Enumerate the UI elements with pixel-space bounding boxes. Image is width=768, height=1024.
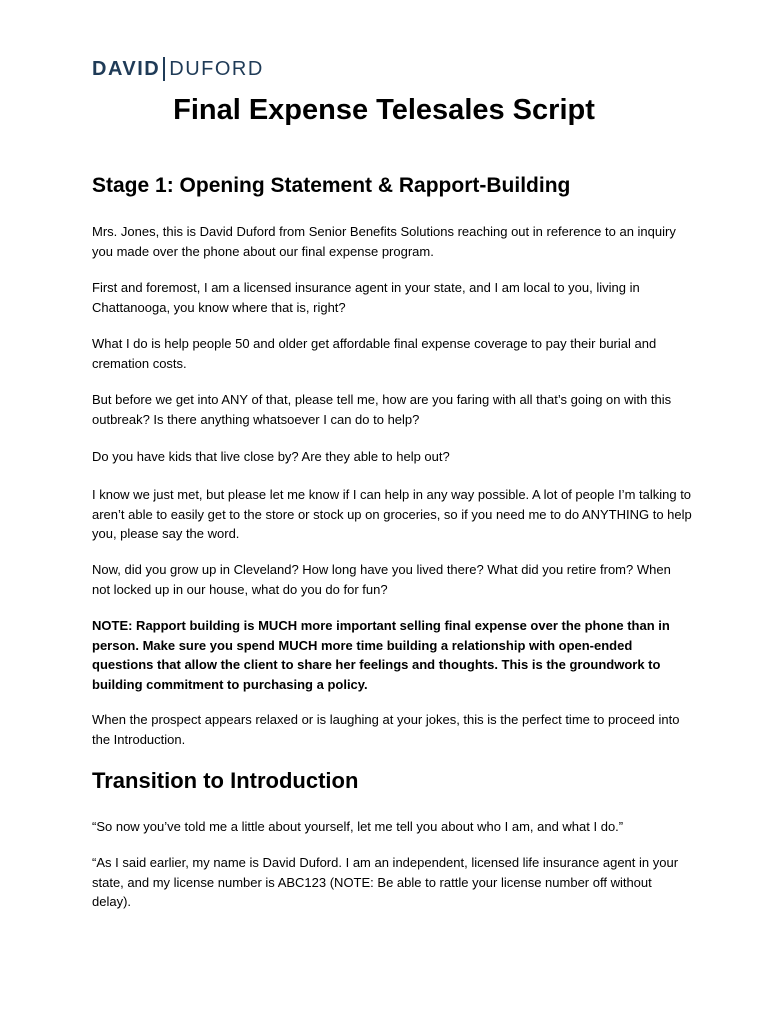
- stage1-paragraph: First and foremost, I am a licensed insurance agent in your state, and I am local to you, living in Chattanooga, you know where that is, right?: [92, 280, 640, 315]
- stage1-paragraph: When the prospect appears relaxed or is laughing at your jokes, this is the perfect time to proceed into the Introduction.: [92, 712, 680, 747]
- brand-logo: [92, 56, 264, 82]
- rapport-note: NOTE: Rapport building is MUCH more important selling final expense over the phone than in person. Make sure you spend MUCH more time building a relationship with open-ended questions that allow the client to share her feelings and thoughts. This is the groundwork to building commitment to purchasing a policy.: [92, 618, 670, 692]
- logo-last-name: DUFORD: [169, 57, 264, 80]
- stage1-paragraph: What I do is help people 50 and older get affordable final expense coverage to pay their burial and cremation costs.: [92, 336, 657, 371]
- stage1-paragraph: Mrs. Jones, this is David Duford from Senior Benefits Solutions reaching out in reference to an inquiry you made over the phone about our final expense program.: [92, 224, 676, 259]
- transition-paragraph: “So now you’ve told me a little about yourself, let me tell you about who I am, and what I do.”: [92, 819, 624, 834]
- transition-heading: Transition to Introduction: [92, 768, 359, 793]
- stage1-heading: Stage 1: Opening Statement & Rapport-Building: [92, 174, 571, 197]
- transition-paragraph: “As I said earlier, my name is David Duford. I am an independent, licensed life insurance agent in your state, and my license number is ABC123 (NOTE: Be able to rattle your license number off without delay).: [92, 855, 679, 909]
- stage1-paragraph: Now, did you grow up in Cleveland? How long have you lived there? What did you retire from? When not locked up in our house, what do you do for fun?: [92, 562, 671, 597]
- stage1-paragraph: Do you have kids that live close by? Are they able to help out?: [92, 449, 450, 464]
- logo-first-name: DAVID: [92, 57, 161, 80]
- document-title: Final Expense Telesales Script: [173, 94, 595, 126]
- stage1-paragraph: I know we just met, but please let me know if I can help in any way possible. A lot of people I’m talking to aren’t able to easily get to the store or stock up on groceries, so if you need me to do ANYTHING to help you, please say the word.: [92, 487, 692, 541]
- logo-divider: [163, 57, 165, 81]
- stage1-paragraph: But before we get into ANY of that, please tell me, how are you faring with all that’s going on with this outbreak? Is there anything whatsoever I can do to help?: [92, 392, 672, 427]
